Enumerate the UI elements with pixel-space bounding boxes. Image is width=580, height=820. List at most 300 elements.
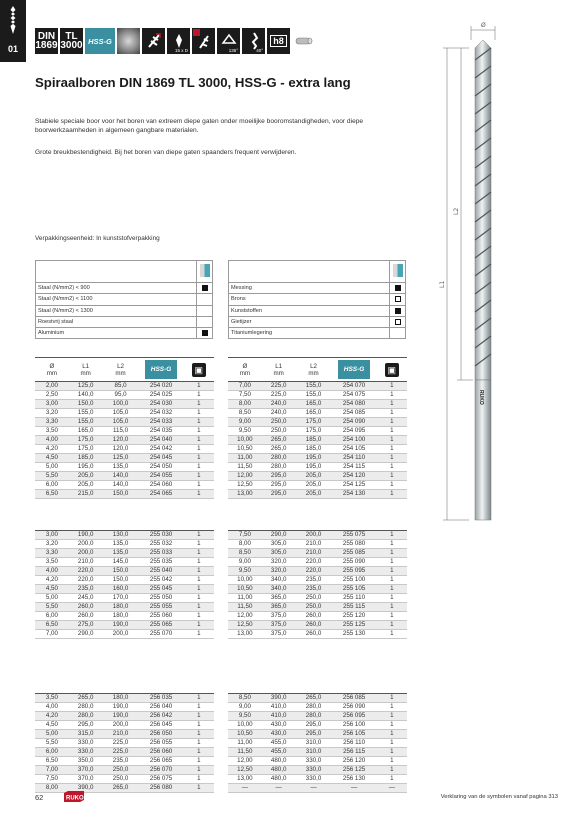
table-cell: 256 105 (332, 730, 377, 739)
table-cell: 254 115 (332, 463, 377, 472)
material-row (36, 294, 213, 305)
coolant-icon (200, 264, 210, 277)
table-cell: 3,00 (35, 531, 69, 540)
suitable-marker (395, 308, 401, 314)
table-cell: 1 (184, 703, 214, 712)
table-cell: 9,00 (228, 418, 262, 427)
description-paragraph: Stabiele speciale boor voor het boren van extreem diepe gaten onder moeilijke booromstandigheden, voor diepe boorwerkzaamheden in algemeen gangbare materialen. (35, 118, 364, 134)
table-row (228, 748, 407, 757)
table-row (228, 694, 407, 703)
table-cell: 10,50 (228, 445, 262, 454)
table-cell: 150,0 (103, 490, 139, 499)
table-cell: 320,0 (262, 558, 296, 567)
table-cell: 1 (184, 400, 214, 409)
table-cell: 480,0 (262, 757, 296, 766)
article-number-header: HSS-G (332, 358, 377, 382)
table-cell: — (262, 784, 296, 793)
table-row (35, 621, 214, 630)
table-row (228, 558, 407, 567)
table-cell: 255 033 (139, 549, 184, 558)
table-cell: 255 035 (139, 558, 184, 567)
table-cell: 256 042 (139, 712, 184, 721)
package-icon: ▣ (192, 363, 206, 377)
table-cell: 1 (184, 594, 214, 603)
table-cell: 254 080 (332, 400, 377, 409)
table-cell: 265,0 (262, 445, 296, 454)
table-cell: 140,0 (69, 391, 103, 400)
table-cell: 1 (377, 585, 407, 594)
table-cell: 3,20 (35, 540, 69, 549)
material-name: Messing (229, 283, 390, 294)
table-cell: 255 105 (332, 585, 377, 594)
table-cell: 255 120 (332, 612, 377, 621)
table-cell: 260,0 (296, 630, 332, 639)
table-row (228, 418, 407, 427)
conditional-marker (395, 296, 401, 302)
tolerance-h8-icon: h8 (267, 28, 290, 54)
material-row (36, 328, 213, 339)
table-cell: 155,0 (296, 382, 332, 391)
table-cell: — (228, 784, 262, 793)
l1-header: L1 mm (69, 358, 103, 382)
table-cell: 240,0 (262, 409, 296, 418)
table-cell: 390,0 (262, 694, 296, 703)
table-cell: 11,00 (228, 594, 262, 603)
table-cell: 190,0 (103, 621, 139, 630)
material-row (36, 283, 213, 294)
chapter-number: 01 (7, 44, 18, 54)
table-cell: 9,50 (228, 427, 262, 436)
article-number-header: HSS-G (139, 358, 184, 382)
table-cell: 1 (377, 445, 407, 454)
table-cell: 1 (184, 748, 214, 757)
table-row (35, 531, 214, 540)
table-cell: 260,0 (296, 612, 332, 621)
table-cell: 10,50 (228, 730, 262, 739)
table-cell: 1 (184, 730, 214, 739)
table-cell: 256 090 (332, 703, 377, 712)
table-cell: 1 (184, 694, 214, 703)
table-row (228, 712, 407, 721)
table-cell: 190,0 (103, 703, 139, 712)
cooling-type-c-icon (192, 28, 215, 54)
table-cell: 135,0 (103, 549, 139, 558)
table-cell: 180,0 (103, 612, 139, 621)
table-cell: 1 (184, 436, 214, 445)
table-row (35, 445, 214, 454)
table-cell: 12,00 (228, 472, 262, 481)
table-cell: 1 (377, 427, 407, 436)
table-cell: 8,50 (228, 409, 262, 418)
table-cell: 7,00 (228, 382, 262, 391)
material-name: Gietijzer (229, 316, 390, 327)
page-number: 62 (35, 793, 44, 802)
diameter-header: Ø mm (228, 358, 262, 382)
table-cell: 165,0 (69, 427, 103, 436)
table-row (228, 766, 407, 775)
table-row (228, 549, 407, 558)
table-row (35, 694, 214, 703)
table-cell: 290,0 (262, 531, 296, 540)
material-name: Roestvrij staal (36, 316, 197, 327)
table-row (228, 382, 407, 391)
table-cell: 280,0 (296, 712, 332, 721)
table-cell: 254 055 (139, 472, 184, 481)
table-cell: 275,0 (69, 621, 103, 630)
table-row (35, 630, 214, 639)
table-cell: 155,0 (296, 391, 332, 400)
table-cell: 4,20 (35, 576, 69, 585)
table-cell: 5,00 (35, 463, 69, 472)
table-cell: 7,50 (228, 531, 262, 540)
table-cell: 220,0 (69, 567, 103, 576)
table-cell: 295,0 (262, 481, 296, 490)
table-cell: 305,0 (262, 549, 296, 558)
table-cell: 145,0 (103, 558, 139, 567)
table-cell: 4,50 (35, 721, 69, 730)
table-cell: 1 (377, 703, 407, 712)
table-row (35, 382, 214, 391)
material-name: Titaniumlegering (229, 328, 390, 339)
table-cell: 160,0 (103, 585, 139, 594)
table-cell: 13,00 (228, 775, 262, 784)
table-cell: 256 095 (332, 712, 377, 721)
table-cell: 200,0 (103, 721, 139, 730)
table-cell: 265,0 (262, 436, 296, 445)
table-cell: 4,00 (35, 703, 69, 712)
table-cell: 1 (184, 757, 214, 766)
table-cell: 1 (377, 540, 407, 549)
table-cell: 1 (184, 739, 214, 748)
table-cell: 10,00 (228, 576, 262, 585)
table-cell: 4,00 (35, 567, 69, 576)
table-row (35, 490, 214, 499)
table-cell: 1 (377, 748, 407, 757)
table-cell: 254 040 (139, 436, 184, 445)
table-row (35, 594, 214, 603)
table-cell: 95,0 (103, 391, 139, 400)
table-cell: 254 060 (139, 481, 184, 490)
table-cell: 295,0 (69, 721, 103, 730)
suitable-marker (202, 285, 208, 291)
table-cell: 390,0 (69, 784, 103, 793)
table-cell: 10,00 (228, 436, 262, 445)
table-cell: 256 125 (332, 766, 377, 775)
table-cell: 135,0 (103, 463, 139, 472)
table-cell: 180,0 (103, 694, 139, 703)
table-cell: 105,0 (103, 409, 139, 418)
table-row (35, 576, 214, 585)
table-cell: 1 (377, 400, 407, 409)
table-cell: 1 (184, 567, 214, 576)
table-cell: 1 (184, 712, 214, 721)
table-row (35, 712, 214, 721)
table-cell: 255 100 (332, 576, 377, 585)
table-cell: 6,50 (35, 621, 69, 630)
table-row (35, 558, 214, 567)
cylindrical-shank-icon (292, 28, 315, 54)
table-header-row (228, 358, 407, 382)
table-cell: 260,0 (69, 612, 103, 621)
table-cell: 365,0 (262, 603, 296, 612)
table-cell: 255 040 (139, 567, 184, 576)
table-cell: 430,0 (262, 730, 296, 739)
table-cell: 6,50 (35, 757, 69, 766)
table-cell: 1 (377, 766, 407, 775)
table-cell: 170,0 (103, 594, 139, 603)
table-cell: 9,00 (228, 558, 262, 567)
table-cell: 1 (377, 418, 407, 427)
table-cell: 255 060 (139, 612, 184, 621)
table-cell: 254 120 (332, 472, 377, 481)
table-cell: 155,0 (69, 418, 103, 427)
table-cell: 1 (184, 585, 214, 594)
symbol-legend-reference: Verklaring van de symbolen vanaf pagina 313 (440, 794, 558, 800)
packaging-unit-header (184, 358, 214, 382)
table-cell: 254 105 (332, 445, 377, 454)
table-cell: 254 100 (332, 436, 377, 445)
table-cell: 455,0 (262, 739, 296, 748)
table-cell: 256 110 (332, 739, 377, 748)
table-cell: 1 (377, 775, 407, 784)
table-cell: 185,0 (69, 454, 103, 463)
table-cell: 254 125 (332, 481, 377, 490)
table-cell: 105,0 (103, 418, 139, 427)
table-row (228, 567, 407, 576)
table-cell: 255 130 (332, 630, 377, 639)
table-cell: 5,50 (35, 472, 69, 481)
chapter-tab (0, 0, 26, 62)
table-cell: 225,0 (262, 391, 296, 400)
table-cell: 1 (377, 576, 407, 585)
table-cell: 210,0 (296, 549, 332, 558)
table-row (228, 472, 407, 481)
article-table-3-left (35, 693, 214, 793)
table-cell: 11,00 (228, 739, 262, 748)
table-cell: 1 (184, 382, 214, 391)
material-name: Staal (N/mm2) < 1300 (36, 305, 197, 316)
table-row (35, 481, 214, 490)
table-row (35, 757, 214, 766)
table-cell: 9,50 (228, 712, 262, 721)
table-cell: 5,00 (35, 730, 69, 739)
table-cell: 254 110 (332, 454, 377, 463)
table-cell: 185,0 (296, 436, 332, 445)
table-cell: 220,0 (69, 576, 103, 585)
table-cell: 205,0 (296, 490, 332, 499)
l2-label: L2 (453, 207, 460, 215)
table-cell: 256 070 (139, 766, 184, 775)
table-cell: 1 (377, 612, 407, 621)
table-cell: 310,0 (296, 739, 332, 748)
table-cell: 1 (184, 490, 214, 499)
suitable-marker (395, 285, 401, 291)
table-row (35, 409, 214, 418)
table-cell: 165,0 (296, 400, 332, 409)
table-cell: 1 (184, 766, 214, 775)
table-cell: 8,50 (228, 694, 262, 703)
table-cell: 1 (377, 603, 407, 612)
table-row (228, 630, 407, 639)
table-cell: 195,0 (69, 463, 103, 472)
table-row (35, 540, 214, 549)
table-cell: 130,0 (103, 531, 139, 540)
table-cell: 195,0 (296, 463, 332, 472)
table-cell: 195,0 (296, 454, 332, 463)
table-cell: 375,0 (262, 630, 296, 639)
table-cell: 256 130 (332, 775, 377, 784)
table-cell: 175,0 (296, 427, 332, 436)
table-cell: 1 (377, 757, 407, 766)
table-cell: 120,0 (103, 436, 139, 445)
table-cell: 10,00 (228, 721, 262, 730)
material-row (229, 305, 406, 316)
diameter-label: Ø (481, 22, 486, 29)
table-cell: 410,0 (262, 703, 296, 712)
table-cell: 8,00 (228, 540, 262, 549)
table-cell: 11,50 (228, 603, 262, 612)
table-cell: 280,0 (296, 703, 332, 712)
helix-angle-40-icon: 40° (242, 28, 265, 54)
table-row (228, 481, 407, 490)
table-row (228, 531, 407, 540)
table-cell: 250,0 (262, 418, 296, 427)
table-cell: 1 (377, 567, 407, 576)
table-cell: 255 070 (139, 630, 184, 639)
table-cell: 210,0 (296, 540, 332, 549)
table-cell: 85,0 (103, 382, 139, 391)
table-row (35, 391, 214, 400)
table-cell: 1 (377, 558, 407, 567)
table-cell: 1 (184, 540, 214, 549)
table-cell: 7,00 (35, 766, 69, 775)
table-cell: 10,50 (228, 585, 262, 594)
table-cell: 1 (184, 391, 214, 400)
table-row (35, 766, 214, 775)
table-row (228, 730, 407, 739)
table-row (228, 391, 407, 400)
table-cell: 375,0 (262, 621, 296, 630)
table-row (228, 603, 407, 612)
table-cell: 4,00 (35, 436, 69, 445)
table-row (228, 621, 407, 630)
table-cell: 1 (377, 409, 407, 418)
table-cell: 5,50 (35, 603, 69, 612)
table-cell: 295,0 (296, 730, 332, 739)
table-cell: 12,50 (228, 766, 262, 775)
table-row (228, 490, 407, 499)
table-cell: 480,0 (262, 775, 296, 784)
table-cell: 7,00 (35, 630, 69, 639)
table-cell: 295,0 (296, 721, 332, 730)
table-cell: 280,0 (262, 463, 296, 472)
table-row (35, 748, 214, 757)
table-cell: 12,00 (228, 757, 262, 766)
table-cell: 1 (184, 445, 214, 454)
table-cell: 410,0 (262, 712, 296, 721)
table-cell: 205,0 (296, 481, 332, 490)
table-row (35, 463, 214, 472)
table-cell: 340,0 (262, 585, 296, 594)
table-cell: 256 080 (139, 784, 184, 793)
table-cell: 235,0 (296, 576, 332, 585)
table-cell: 11,00 (228, 454, 262, 463)
table-row (228, 454, 407, 463)
table-row (228, 775, 407, 784)
table-cell: 254 042 (139, 445, 184, 454)
table-row (35, 418, 214, 427)
table-row (228, 463, 407, 472)
table-cell: 165,0 (296, 409, 332, 418)
material-name: Staal (N/mm2) < 900 (36, 283, 197, 294)
table-cell: 9,50 (228, 567, 262, 576)
table-cell: 250,0 (296, 603, 332, 612)
table-cell: 330,0 (296, 775, 332, 784)
shank-brand-text: RUKO (478, 390, 484, 405)
table-cell: 235,0 (296, 585, 332, 594)
material-row (229, 294, 406, 305)
table-cell: 1 (377, 594, 407, 603)
table-cell: 13,00 (228, 630, 262, 639)
table-row (35, 603, 214, 612)
table-cell: 255 050 (139, 594, 184, 603)
packaging-note: Verpakkingseenheid: In kunststofverpakking (35, 235, 160, 242)
table-cell: 3,30 (35, 418, 69, 427)
table-cell: 375,0 (262, 612, 296, 621)
table-cell: 1 (377, 463, 407, 472)
material-name: Aluminium (36, 328, 197, 339)
table-cell: 254 035 (139, 427, 184, 436)
table-cell: 255 090 (332, 558, 377, 567)
table-cell: 320,0 (262, 567, 296, 576)
table-cell: 255 110 (332, 594, 377, 603)
table-cell: 220,0 (296, 567, 332, 576)
drill-technical-drawing (425, 20, 535, 530)
table-row (228, 445, 407, 454)
table-cell: 1 (184, 409, 214, 418)
table-cell: 180,0 (103, 603, 139, 612)
table-cell: 1 (377, 481, 407, 490)
table-cell: 210,0 (69, 558, 103, 567)
table-cell: 256 035 (139, 694, 184, 703)
material-row (229, 316, 406, 327)
table-header-row (35, 358, 214, 382)
table-row (228, 757, 407, 766)
table-cell: 254 020 (139, 382, 184, 391)
table-cell: 235,0 (69, 585, 103, 594)
table-cell: 8,50 (228, 549, 262, 558)
material-row (229, 283, 406, 294)
table-cell: 6,50 (35, 490, 69, 499)
table-cell: 1 (184, 576, 214, 585)
table-cell: 265,0 (296, 694, 332, 703)
table-cell: 4,50 (35, 585, 69, 594)
table-cell: 1 (184, 558, 214, 567)
article-table-3-right (228, 693, 407, 793)
table-row (35, 400, 214, 409)
table-row (35, 730, 214, 739)
table-row (228, 436, 407, 445)
table-cell: 1 (184, 775, 214, 784)
table-row (35, 436, 214, 445)
table-cell: 254 075 (332, 391, 377, 400)
table-cell: 200,0 (296, 531, 332, 540)
table-cell: 1 (184, 721, 214, 730)
table-cell: 225,0 (103, 748, 139, 757)
table-cell: 205,0 (69, 472, 103, 481)
coolant-icon (393, 264, 403, 277)
table-cell: 256 065 (139, 757, 184, 766)
